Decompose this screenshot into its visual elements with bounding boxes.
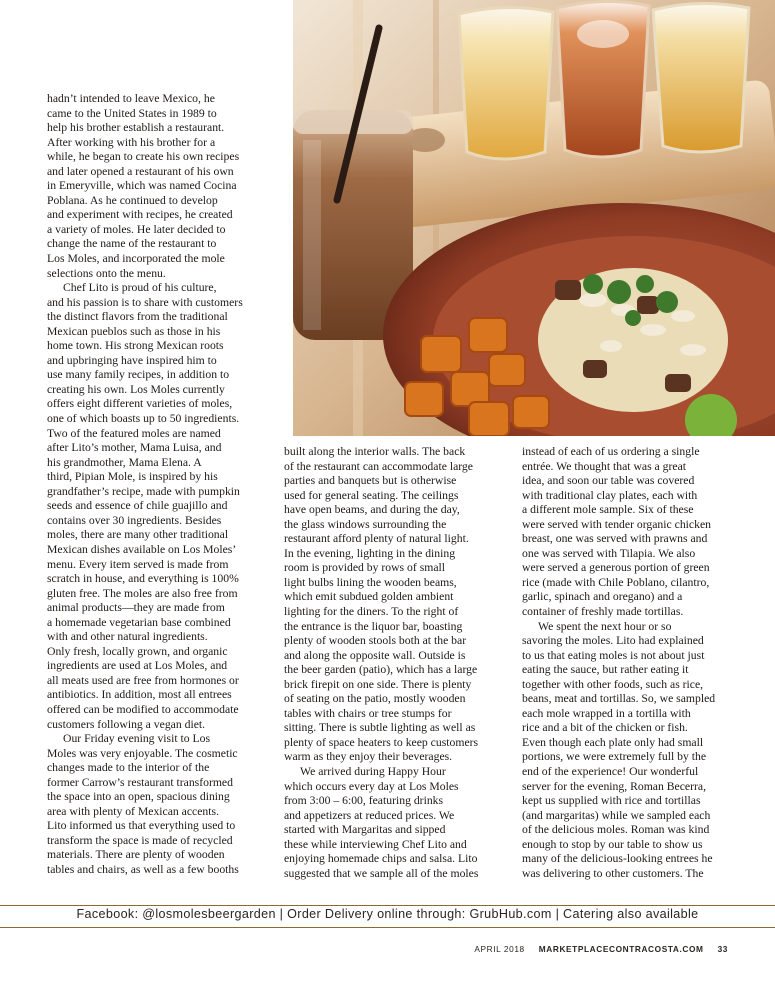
paragraph <box>284 765 496 881</box>
text-line: one of which boasts up to 50 ingredients. <box>47 412 240 426</box>
text-line: which emit subdued golden ambient <box>284 590 454 604</box>
text-line: parties and banquets but is otherwise <box>284 474 457 488</box>
text-line: grandfather’s recipe, made with pumpkin <box>47 484 240 498</box>
text-line: animal products—they are made from <box>47 601 225 615</box>
text-line: plenty of wooden stools both at the bar <box>284 634 467 648</box>
text-line: Mexican pueblos such as those in his <box>47 324 221 338</box>
text-line: from 3:00 – 6:00, featuring drinks <box>284 794 444 808</box>
text-line: have open beams, and during the day, <box>284 503 460 517</box>
text-line: contains over 30 ingredients. Besides <box>47 513 222 527</box>
text-line: antibiotics. In addition, most all entrees <box>47 688 232 702</box>
text-line: the beer garden (patio), which has a large <box>284 663 478 677</box>
text-line: and appetizers at reduced prices. We <box>284 808 455 822</box>
text-line: tables with chairs or tree stumps for <box>284 706 452 720</box>
page-folio <box>474 944 728 954</box>
text-line: In the evening, lighting in the dining <box>284 546 456 560</box>
text-line: tables and chairs, as well as a few booths <box>47 862 239 876</box>
text-line: Poblana. As he continued to develop <box>47 193 218 207</box>
text-line: was delivering to other customers. The <box>522 866 704 880</box>
article-column-3 <box>522 445 734 881</box>
text-line: home town. His strong Mexican roots <box>47 339 224 353</box>
text-line: suggested that we sample all of the moles <box>284 866 479 880</box>
paragraph <box>284 445 496 765</box>
text-line: eating the sauce, but rather eating it <box>522 663 689 677</box>
text-line: creating his own. Los Moles currently <box>47 382 225 396</box>
text-line: were served a generous portion of green <box>522 561 710 575</box>
text-line: end of the experience! Our wonderful <box>522 765 699 779</box>
paragraph <box>522 445 734 620</box>
food-photo <box>293 0 775 436</box>
text-line: Even though each plate only had small <box>522 735 704 749</box>
text-line: menu. Every item served is made from <box>47 557 229 571</box>
text-line: We spent the next hour or so <box>538 619 672 633</box>
text-line: brick firepit on one side. There is plenty <box>284 677 472 691</box>
text-line: and his passion is to share with customers <box>47 295 243 309</box>
article-column-1 <box>47 92 259 878</box>
text-line: Moles was very enjoyable. The cosmetic <box>47 746 238 760</box>
text-line: and upbringing have inspired him to <box>47 353 217 367</box>
text-line: container of freshly made tortillas. <box>522 605 684 619</box>
footer-info-line: Facebook: @losmolesbeergarden | Order Delivery online through: GrubHub.com | Catering also available <box>76 907 699 921</box>
text-line: a variety of moles. He later decided to <box>47 222 226 236</box>
paragraph <box>522 620 734 882</box>
text-line: Two of the featured moles are named <box>47 426 221 440</box>
paragraph <box>47 732 259 877</box>
text-line: one was served with Tilapia. We also <box>522 546 696 560</box>
text-line: with traditional clay plates, each with <box>522 488 698 502</box>
text-line: rice (made with Chile Poblano, cilantro, <box>522 575 710 589</box>
text-line: Mexican dishes available on Los Moles’ <box>47 542 237 556</box>
text-line: rice and a bit of the chicken or fish. <box>522 721 688 735</box>
text-line: beans, meat and tortillas. So, we sampled <box>522 692 716 706</box>
text-line: former Carrow’s restaurant transformed <box>47 775 233 789</box>
text-line: transform the space is made of recycled <box>47 833 233 847</box>
text-line: of seating on the patio, mostly wooden <box>284 692 466 706</box>
text-line: entrée. We thought that was a great <box>522 459 687 473</box>
text-line: instead of each of us ordering a single <box>522 445 700 458</box>
text-line: after Lito’s mother, Mama Luisa, and <box>47 441 222 455</box>
text-line: breast, one was served with prawns and <box>522 532 708 546</box>
text-line: offers eight different varieties of moles, <box>47 397 233 411</box>
text-line: We arrived during Happy Hour <box>300 765 446 779</box>
text-line: customers following a vegan diet. <box>47 717 206 731</box>
text-line: gluten free. The moles are also free from <box>47 586 238 600</box>
text-line: use many family recipes, in addition to <box>47 368 230 382</box>
text-line: of the restaurant can accommodate large <box>284 459 473 473</box>
text-line: a homemade vegetarian base combined <box>47 615 231 629</box>
article-column-2 <box>284 445 496 881</box>
text-line: lighting for the diners. To the right of <box>284 605 459 619</box>
text-line: seeds and essence of chile guajillo and <box>47 499 228 513</box>
issue-date: APRIL 2018 <box>474 944 525 954</box>
text-line: warm as they enjoy their beverages. <box>284 750 453 764</box>
text-line: were served with tender organic chicken <box>522 517 711 531</box>
text-line: with and other natural ingredients. <box>47 630 208 644</box>
text-line: built along the interior walls. The back <box>284 445 466 458</box>
text-line: while, he began to create his own recipes <box>47 150 240 164</box>
text-line: of the delicious moles. Roman was kind <box>522 823 710 837</box>
text-line: together with other foods, such as rice, <box>522 677 704 691</box>
text-line: the distinct flavors from the traditional <box>47 310 228 324</box>
text-line: and experiment with recipes, he created <box>47 208 233 222</box>
text-line: Los Moles, and incorporated the mole <box>47 252 225 266</box>
text-line: came to the United States in 1989 to <box>47 106 217 120</box>
text-line: sitting. There is subtle lighting as well as <box>284 721 476 735</box>
text-line: all meats used are free from hormones or <box>47 673 239 687</box>
text-line: plenty of space heaters to keep customers <box>284 735 479 749</box>
text-line: started with Margaritas and sipped <box>284 823 446 837</box>
text-line: the glass windows surrounding the <box>284 517 447 531</box>
text-line: (and margaritas) while we sampled each <box>522 808 711 822</box>
text-line: and later opened a restaurant of his own <box>47 164 234 178</box>
text-line: in Emeryville, which was named Cocina <box>47 179 237 193</box>
publication-url: MARKETPLACECONTRACOSTA.COM <box>538 944 704 954</box>
text-line: offered can be modified to accommodate <box>47 702 239 716</box>
text-line: a different mole sample. Six of these <box>522 503 694 517</box>
text-line: to us that eating moles is not about just <box>522 648 705 662</box>
text-line: garlic, spinach and oregano) and a <box>522 590 683 604</box>
text-line: the entrance is the liquor bar, boasting <box>284 619 463 633</box>
text-line: server for the evening, Roman Becerra, <box>522 779 706 793</box>
text-line: each mole wrapped in a tortilla with <box>522 706 691 720</box>
text-line: many of the delicious-looking entrees he <box>522 852 713 866</box>
text-line: After working with his brother for a <box>47 135 216 149</box>
text-line: kept us supplied with rice and tortillas <box>522 794 701 808</box>
text-line: hadn’t intended to leave Mexico, he <box>47 92 215 105</box>
text-line: area with plenty of Mexican accents. <box>47 804 219 818</box>
text-line: and along the opposite wall. Outside is <box>284 648 466 662</box>
text-line: Chef Lito is proud of his culture, <box>63 281 217 295</box>
text-line: portions, we were extremely full by the <box>522 750 707 764</box>
text-line: Our Friday evening visit to Los <box>63 732 211 746</box>
text-line: light bulbs lining the wooden beams, <box>284 575 457 589</box>
text-line: idea, and soon our table was covered <box>522 474 695 488</box>
text-line: selections onto the menu. <box>47 266 166 280</box>
footer-bottom-rule <box>0 927 775 928</box>
paragraph <box>47 92 259 281</box>
footer-top-rule <box>0 905 775 906</box>
text-line: materials. There are plenty of wooden <box>47 848 225 862</box>
text-line: which occurs every day at Los Moles <box>284 779 459 793</box>
text-line: room is provided by rows of small <box>284 561 446 575</box>
text-line: restaurant afford plenty of natural light. <box>284 532 469 546</box>
page-number: 33 <box>717 944 728 954</box>
text-line: used for general seating. The ceilings <box>284 488 459 502</box>
text-line: changes made to the interior of the <box>47 761 210 775</box>
text-line: these while interviewing Chef Lito and <box>284 837 467 851</box>
text-line: help his brother establish a restaurant. <box>47 121 225 135</box>
text-line: the space into an open, spacious dining <box>47 790 230 804</box>
text-line: ingredients are used at Los Moles, and <box>47 659 228 673</box>
text-line: enough to stop by our table to show us <box>522 837 703 851</box>
text-line: moles, there are many other traditional <box>47 528 229 542</box>
text-line: his grandmother, Mama Elena. A <box>47 455 202 469</box>
text-line: enjoying homemade chips and salsa. Lito <box>284 852 478 866</box>
text-line: third, Pipian Mole, is inspired by his <box>47 470 218 484</box>
paragraph <box>47 281 259 732</box>
text-line: change the name of the restaurant to <box>47 237 217 251</box>
text-line: Only fresh, locally grown, and organic <box>47 644 228 658</box>
text-line: Lito informed us that everything used to <box>47 819 236 833</box>
text-line: savoring the moles. Lito had explained <box>522 634 704 648</box>
text-line: scratch in house, and everything is 100% <box>47 572 239 586</box>
